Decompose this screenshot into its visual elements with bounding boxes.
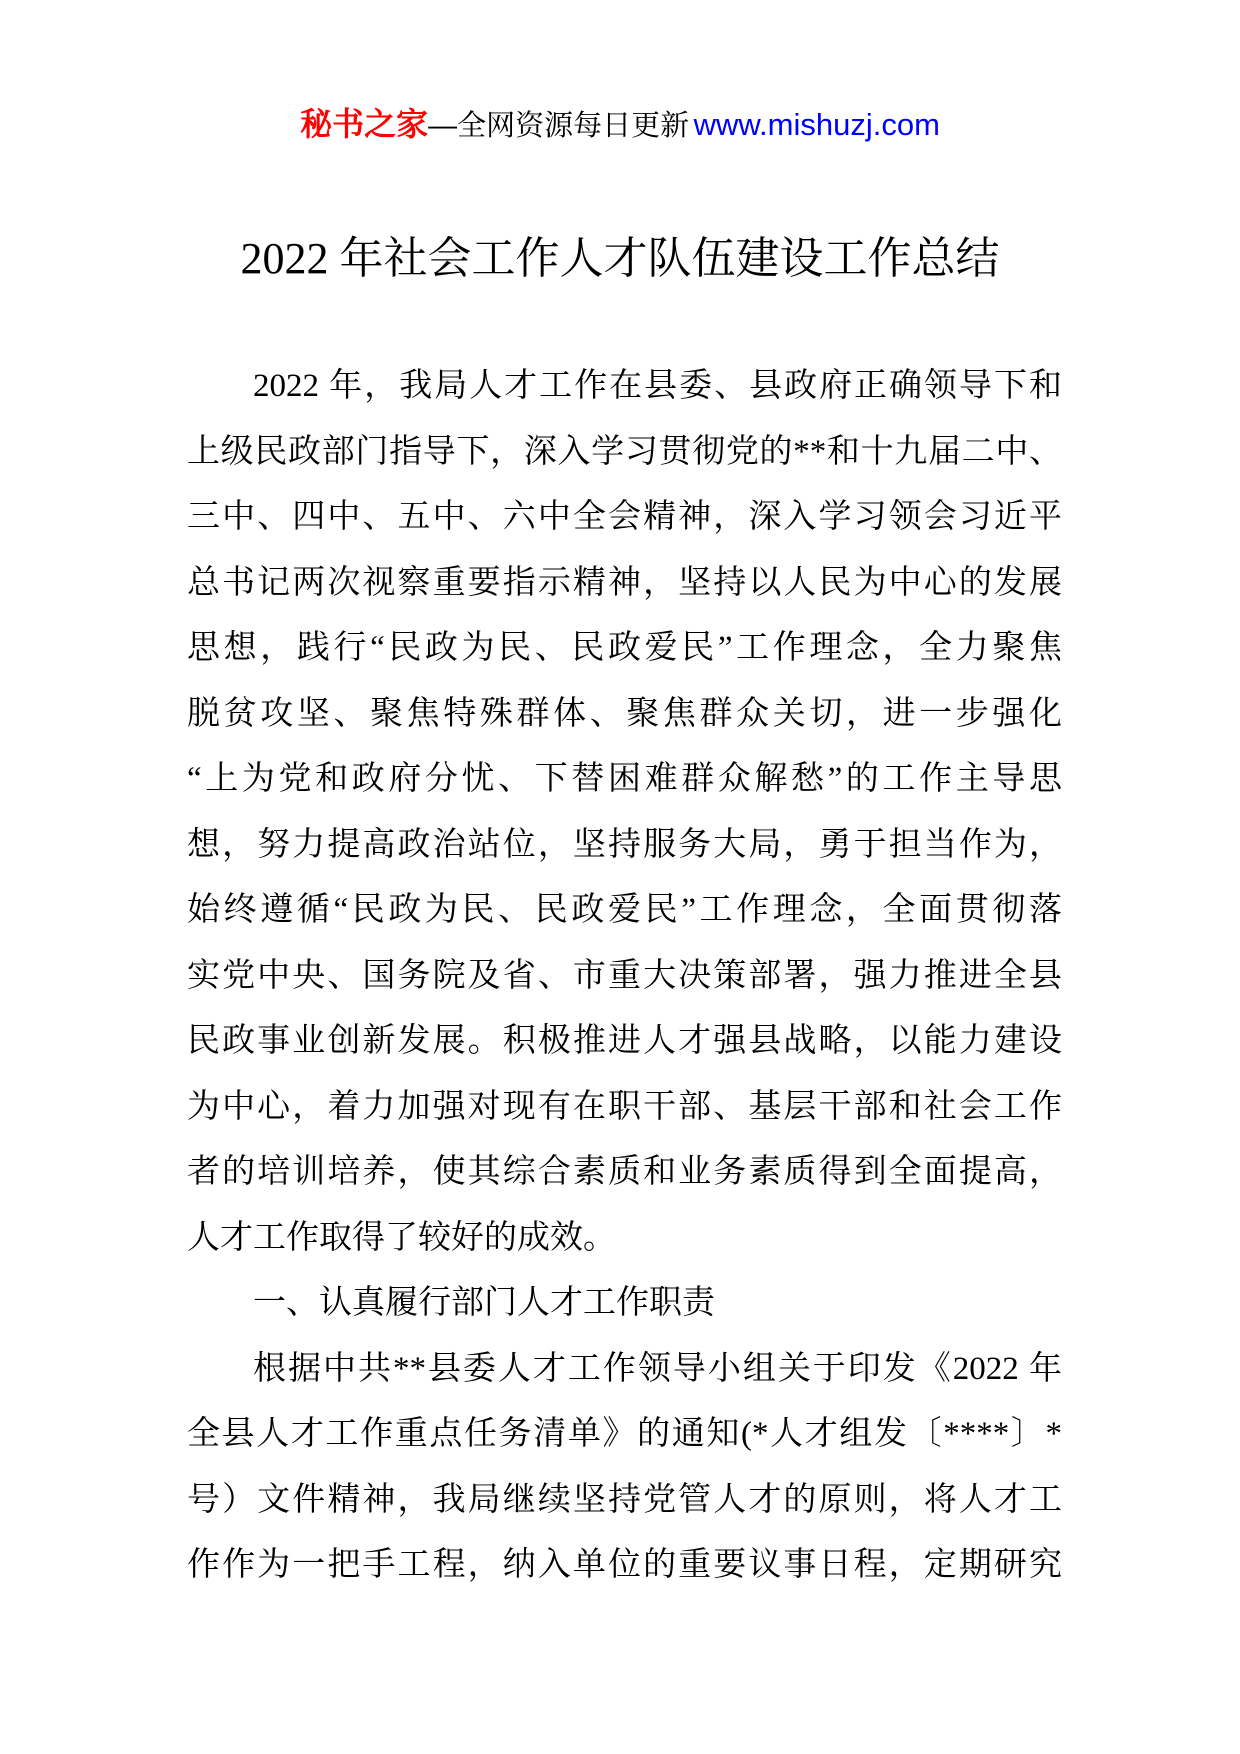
document-title: 2022 年社会工作人才队伍建设工作总结 <box>240 234 1000 283</box>
intro-line: 三中、四中、五中、六中全会精神，深入学习领会习近平 <box>187 499 1062 535</box>
intro-line: 思想，践行“民政为民、民政爱民”工作理念，全力聚焦 <box>187 630 1062 666</box>
intro-line: 总书记两次视察重要指示精神，坚持以人民为中心的发展 <box>187 564 1062 601</box>
section-line: 作作为一把手工程，纳入单位的重要议事日程，定期研究 <box>187 1547 1062 1583</box>
site-header <box>0 102 1240 146</box>
document-body <box>187 354 1062 1599</box>
intro-line: 为中心，着力加强对现有在职干部、基层干部和社会工作 <box>187 1088 1062 1125</box>
intro-line: 实党中央、国务院及省、市重大决策部署，强力推进全县 <box>187 957 1062 994</box>
intro-line: 上级民政部门指导下，深入学习贯彻党的**和十九届二中、 <box>187 433 1062 470</box>
section-line: 号）文件精神，我局继续坚持党管人才的原则，将人才工 <box>187 1481 1062 1518</box>
intro-line: 想，努力提高政治站位，坚持服务大局，勇于担当作为， <box>187 826 1062 863</box>
intro-line: 民政事业创新发展。积极推进人才强县战略，以能力建设 <box>187 1023 1062 1059</box>
intro-line: 脱贫攻坚、聚焦特殊群体、聚焦群众关切，进一步强化 <box>187 695 1062 732</box>
intro-line: “上为党和政府分忧、下替困难群众解愁”的工作主导思 <box>187 761 1062 797</box>
site-brand: 秘书之家 <box>300 106 429 142</box>
section-line: 全县人才工作重点任务清单》的通知(*人才组发〔****〕* <box>187 1416 1062 1452</box>
intro-line: 始终遵循“民政为民、民政爱民”工作理念，全面贯彻落 <box>187 892 1062 928</box>
intro-line: 2022 年，我局人才工作在县委、县政府正确领导下和 <box>253 368 1062 404</box>
intro-paragraph <box>187 354 1062 1271</box>
site-tagline: —全网资源每日更新 <box>428 110 690 142</box>
site-url-link[interactable]: www.mishuzj.com <box>693 107 940 142</box>
section-line: 根据中共**县委人才工作领导小组关于印发《2022 年 <box>253 1350 1062 1387</box>
section-heading: 一、认真履行部门人才工作职责 <box>253 1285 715 1321</box>
section-paragraph <box>187 1337 1062 1599</box>
intro-line: 人才工作取得了较好的成效。 <box>187 1219 616 1256</box>
intro-line: 者的培训培养，使其综合素质和业务素质得到全面提高， <box>187 1154 1062 1190</box>
